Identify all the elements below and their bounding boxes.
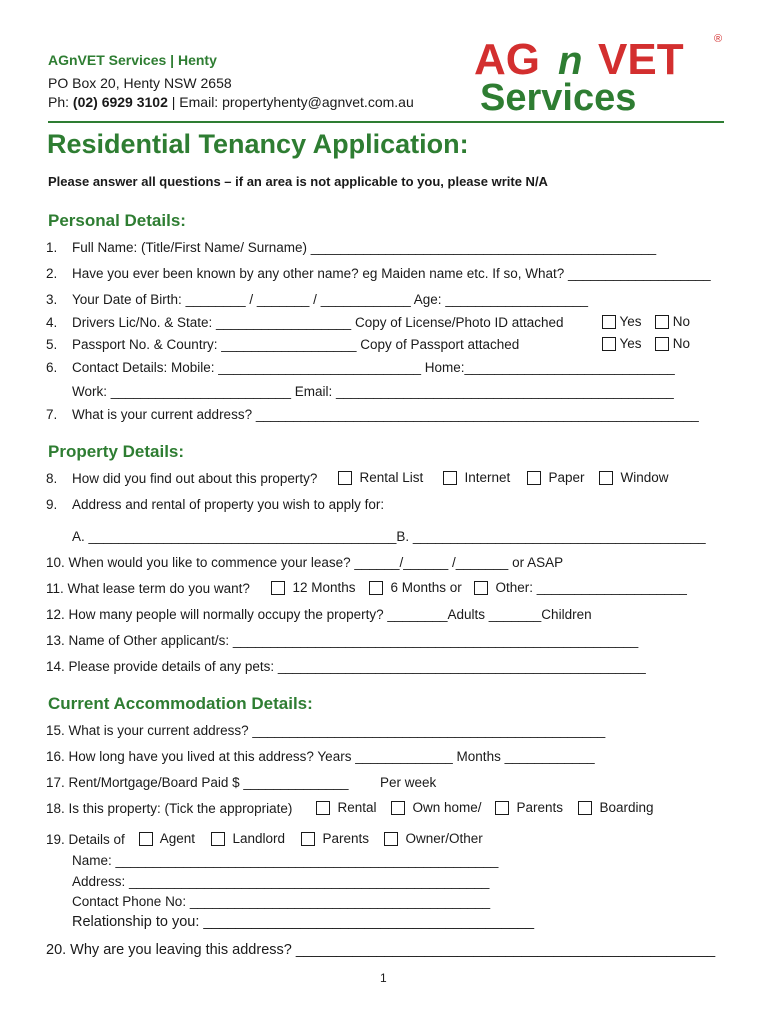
q19-relationship-field[interactable]: Relationship to you: _________________________________________ bbox=[72, 914, 535, 930]
org-name: AGnVET Services | Henty bbox=[48, 52, 217, 68]
q11-6-months-option[interactable]: 6 Months or bbox=[369, 580, 462, 595]
q7-number: 7. bbox=[46, 407, 58, 422]
q8-number: 8. bbox=[46, 471, 58, 486]
checkbox[interactable] bbox=[271, 581, 285, 595]
instructions: Please answer all questions – if an area is not applicable to you, please write N/A bbox=[48, 174, 548, 189]
q18-boarding-option[interactable]: Boarding bbox=[578, 800, 654, 815]
checkbox[interactable] bbox=[655, 315, 669, 329]
checkbox[interactable] bbox=[527, 471, 541, 485]
header-divider bbox=[48, 121, 724, 123]
q9-number: 9. bbox=[46, 497, 58, 512]
org-address: PO Box 20, Henty NSW 2658 bbox=[48, 75, 232, 91]
q4-no-option[interactable]: No bbox=[655, 314, 690, 329]
checkbox[interactable] bbox=[338, 471, 352, 485]
agnvet-logo bbox=[470, 28, 730, 114]
svg-text:VET: VET bbox=[598, 35, 684, 84]
q2-number: 2. bbox=[46, 266, 58, 281]
checkbox[interactable] bbox=[578, 801, 592, 815]
q8-internet-option[interactable]: Internet bbox=[443, 470, 510, 485]
checkbox[interactable] bbox=[443, 471, 457, 485]
svg-text:n: n bbox=[558, 39, 583, 83]
checkbox[interactable] bbox=[139, 832, 153, 846]
page-title: Residential Tenancy Application: bbox=[47, 129, 469, 159]
q8-paper-option[interactable]: Paper bbox=[527, 470, 585, 485]
q8-rental-list-option[interactable]: Rental List bbox=[338, 470, 423, 485]
q3-date-of-birth[interactable]: Your Date of Birth: ________ / _______ / ____________ Age: ___________________ bbox=[72, 292, 588, 307]
q8-how-found: How did you find out about this property? bbox=[72, 471, 318, 486]
svg-text:®: ® bbox=[714, 33, 723, 45]
q6-number: 6. bbox=[46, 360, 58, 375]
q19-agent-option[interactable]: Agent bbox=[139, 831, 195, 846]
checkbox[interactable] bbox=[211, 832, 225, 846]
section-accommodation-details: Current Accommodation Details: bbox=[48, 694, 313, 713]
q12-occupants[interactable]: 12. How many people will normally occupy the property? ________Adults _______Children bbox=[46, 607, 592, 622]
section-personal-details: Personal Details: bbox=[48, 211, 186, 230]
q19-name-field[interactable]: Name: ___________________________________________________ bbox=[72, 853, 499, 868]
q6-work-email[interactable]: Work: ________________________ Email: _____________________________________________ bbox=[72, 384, 674, 399]
checkbox[interactable] bbox=[602, 315, 616, 329]
checkbox[interactable] bbox=[316, 801, 330, 815]
page-number: 1 bbox=[380, 971, 387, 985]
q18-rental-option[interactable]: Rental bbox=[316, 800, 377, 815]
checkbox[interactable] bbox=[602, 337, 616, 351]
svg-text:AG: AG bbox=[474, 35, 540, 84]
q9-address-fields[interactable]: A. _________________________________________B. _______________________________________ bbox=[72, 529, 706, 544]
q17-per-week: Per week bbox=[380, 775, 437, 790]
q20-reason-leaving[interactable]: 20. Why are you leaving this address? ____________________________________________________ bbox=[46, 942, 716, 958]
q1-number: 1. bbox=[46, 240, 58, 255]
checkbox[interactable] bbox=[474, 581, 488, 595]
q18-property-type: 18. Is this property: (Tick the appropriate) bbox=[46, 801, 293, 816]
checkbox[interactable] bbox=[655, 337, 669, 351]
q4-number: 4. bbox=[46, 315, 58, 330]
q5-number: 5. bbox=[46, 337, 58, 352]
q14-pets[interactable]: 14. Please provide details of any pets: _________________________________________________ bbox=[46, 659, 646, 674]
q5-passport[interactable]: Passport No. & Country: __________________ Copy of Passport attached bbox=[72, 337, 520, 352]
q11-lease-term: 11. What lease term do you want? bbox=[46, 581, 250, 596]
q6-contact-details[interactable]: Contact Details: Mobile: ___________________________ Home:____________________________ bbox=[72, 360, 675, 375]
checkbox[interactable] bbox=[391, 801, 405, 815]
checkbox[interactable] bbox=[301, 832, 315, 846]
q19-owner-other-option[interactable]: Owner/Other bbox=[384, 831, 483, 846]
q16-time-at-address[interactable]: 16. How long have you lived at this address? Years _____________ Months ____________ bbox=[46, 749, 595, 764]
q19-parents-option[interactable]: Parents bbox=[301, 831, 369, 846]
q5-no-option[interactable]: No bbox=[655, 336, 690, 351]
q11-other-option[interactable]: Other: ____________________ bbox=[474, 580, 687, 595]
org-contact: Ph: (02) 6929 3102 | Email: propertyhenty@agnvet.com.au bbox=[48, 94, 414, 110]
q4-yes-option[interactable]: Yes bbox=[602, 314, 642, 329]
q15-current-address[interactable]: 15. What is your current address? _______________________________________________ bbox=[46, 723, 606, 738]
q18-parents-option[interactable]: Parents bbox=[495, 800, 563, 815]
q19-phone-field[interactable]: Contact Phone No: ________________________________________ bbox=[72, 894, 491, 909]
q4-drivers-licence[interactable]: Drivers Lic/No. & State: __________________ Copy of License/Photo ID attached bbox=[72, 315, 564, 330]
q10-commence-lease[interactable]: 10. When would you like to commence your lease? ______/______ /_______ or ASAP bbox=[46, 555, 564, 570]
q5-yes-option[interactable]: Yes bbox=[602, 336, 642, 351]
q19-landlord-option[interactable]: Landlord bbox=[211, 831, 285, 846]
svg-text:Services: Services bbox=[480, 77, 637, 114]
q8-window-option[interactable]: Window bbox=[599, 470, 669, 485]
q19-address-field[interactable]: Address: ________________________________________________ bbox=[72, 874, 490, 889]
checkbox[interactable] bbox=[495, 801, 509, 815]
q18-own-home-option[interactable]: Own home/ bbox=[391, 800, 482, 815]
q2-other-name[interactable]: Have you ever been known by any other name? eg Maiden name etc. If so, What? ___________________ bbox=[72, 266, 711, 281]
section-property-details: Property Details: bbox=[48, 442, 185, 461]
q19-details-of: 19. Details of bbox=[46, 832, 125, 847]
q17-rent-paid[interactable]: 17. Rent/Mortgage/Board Paid $ ______________ bbox=[46, 775, 349, 790]
checkbox[interactable] bbox=[384, 832, 398, 846]
q3-number: 3. bbox=[46, 292, 58, 307]
q1-full-name[interactable]: Full Name: (Title/First Name/ Surname) ______________________________________________ bbox=[72, 240, 657, 255]
q9-address-rental: Address and rental of property you wish to apply for: bbox=[72, 497, 385, 512]
q13-other-applicants[interactable]: 13. Name of Other applicant/s: ______________________________________________________ bbox=[46, 633, 639, 648]
checkbox[interactable] bbox=[369, 581, 383, 595]
q7-current-address[interactable]: What is your current address? ___________________________________________________________ bbox=[72, 407, 699, 422]
checkbox[interactable] bbox=[599, 471, 613, 485]
q11-12-months-option[interactable]: 12 Months bbox=[271, 580, 356, 595]
